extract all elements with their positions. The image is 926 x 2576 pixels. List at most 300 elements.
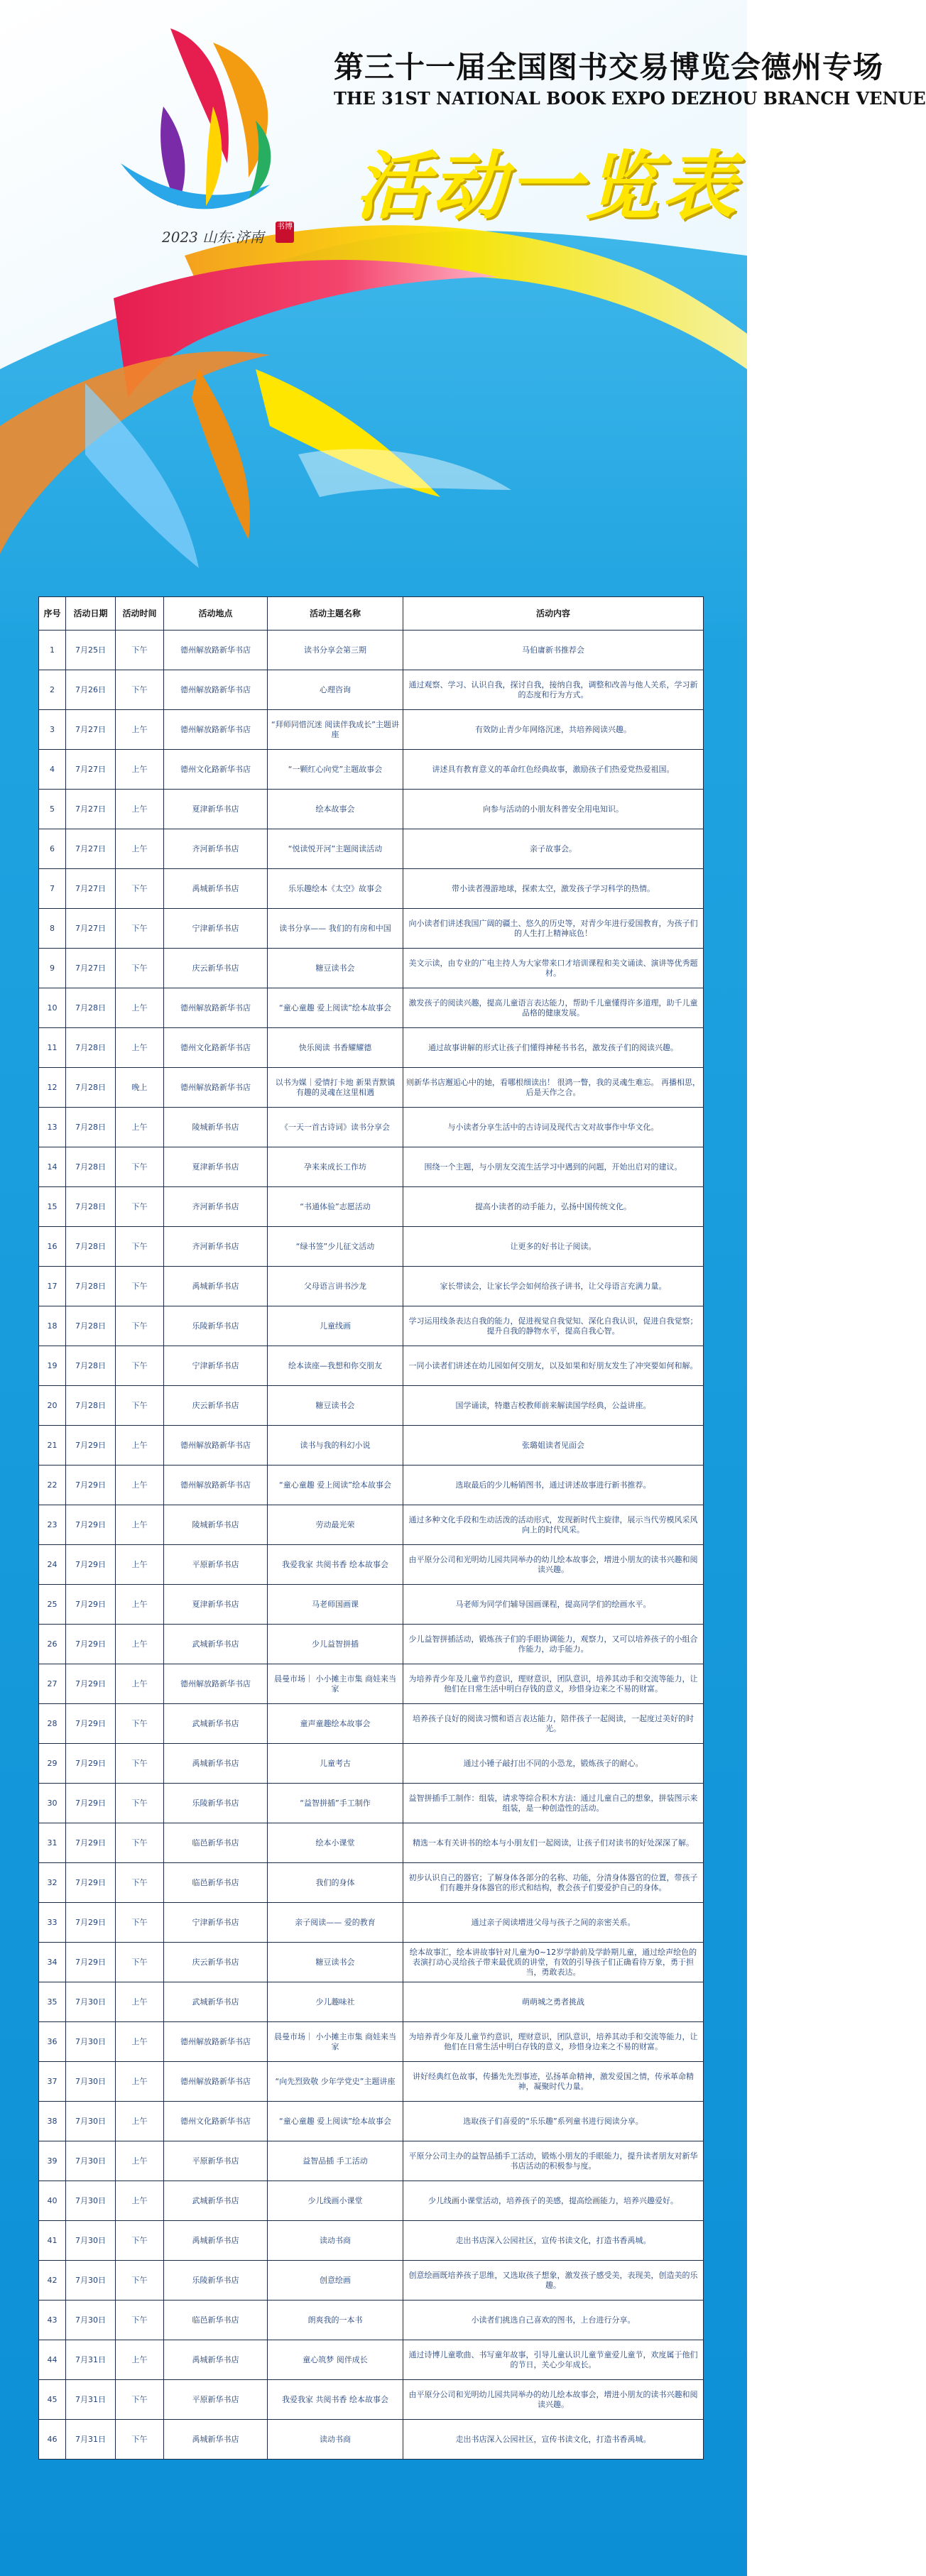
cell-activity-date: 7月27日 — [66, 710, 116, 750]
table-row — [39, 2062, 704, 2102]
cell-activity-theme: 朗爽我的一本书 — [268, 2301, 403, 2340]
cell-activity-content: 通过观察、学习、认识自我，探讨自我，接纳自我，调整和改善与他人关系，学习新的态度和行为方式。 — [403, 670, 704, 710]
cell-activity-theme: “一颗红心向党”主题故事会 — [268, 750, 403, 790]
table-row — [39, 1426, 704, 1466]
cell-activity-time: 上午 — [116, 2181, 164, 2221]
cell-activity-date: 7月29日 — [66, 1664, 116, 1704]
cell-activity-venue: 宁津新华书店 — [164, 1903, 268, 1943]
cell-activity-theme: “童心童趣 爱上阅读”绘本故事会 — [268, 2102, 403, 2141]
cell-activity-content: 美文示读，由专业的广电主持人为大家带来口才培训课程和美文诵读、演讲等优秀题材。 — [403, 949, 704, 988]
cell-activity-content: 为培养青少年及儿童节约意识，理财意识，团队意识，培养其动手和交流等能力，让他们在日常生活中明白存钱的意义，珍惜身边来之不易的财富。 — [403, 1664, 704, 1704]
table-row — [39, 2420, 704, 2460]
cell-activity-time: 上午 — [116, 1664, 164, 1704]
cell-row-number: 24 — [39, 1545, 66, 1585]
cell-activity-content: 国学诵读，特邀吉校教师前来解读国学经典，公益讲座。 — [403, 1386, 704, 1426]
cell-activity-date: 7月28日 — [66, 988, 116, 1028]
cell-activity-venue: 德州解放路新华书店 — [164, 2022, 268, 2062]
cell-activity-date: 7月28日 — [66, 1346, 116, 1386]
cell-activity-date: 7月30日 — [66, 2102, 116, 2141]
cell-activity-venue: 庆云新华书店 — [164, 1943, 268, 1982]
cell-activity-time: 晚上 — [116, 1068, 164, 1108]
cell-row-number: 11 — [39, 1028, 66, 1068]
cell-activity-theme: 马老师国画课 — [268, 1585, 403, 1625]
table-row — [39, 710, 704, 750]
cell-activity-time: 上午 — [116, 750, 164, 790]
table-row — [39, 1267, 704, 1306]
cell-activity-venue: 禹城新华书店 — [164, 869, 268, 909]
cell-activity-time: 下午 — [116, 2261, 164, 2301]
cell-activity-theme: 少儿趣味社 — [268, 1982, 403, 2022]
cell-activity-venue: 宁津新华书店 — [164, 1346, 268, 1386]
cell-activity-time: 上午 — [116, 1028, 164, 1068]
cell-activity-date: 7月30日 — [66, 2022, 116, 2062]
cell-activity-content: 学习运用线条表达自我的能力，促进视觉自我觉知、深化自我认识，促进自我觉察；提升自我的静物水平，提高自我心智。 — [403, 1306, 704, 1346]
cell-activity-venue: 武城新华书店 — [164, 1704, 268, 1744]
cell-activity-theme: “书通体验”志愿活动 — [268, 1187, 403, 1227]
cell-activity-time: 上午 — [116, 1625, 164, 1664]
cell-activity-theme: 劳动最光荣 — [268, 1505, 403, 1545]
column-header-activity-theme: 活动主题名称 — [268, 597, 403, 631]
table-row — [39, 1466, 704, 1505]
cell-row-number: 21 — [39, 1426, 66, 1466]
cell-activity-date: 7月27日 — [66, 829, 116, 869]
cell-activity-time: 上午 — [116, 1545, 164, 1585]
cell-activity-date: 7月29日 — [66, 1823, 116, 1863]
cell-row-number: 46 — [39, 2420, 66, 2460]
table-row — [39, 750, 704, 790]
cell-activity-time: 下午 — [116, 1704, 164, 1744]
activity-list-banner: 活动一览表 — [355, 143, 739, 229]
cell-activity-content: 张璐姐读者见面会 — [403, 1426, 704, 1466]
cell-activity-theme: “悦读悦开河”主题阅读活动 — [268, 829, 403, 869]
cell-activity-date: 7月30日 — [66, 2221, 116, 2261]
cell-activity-theme: 绘本读座—我想和你交朋友 — [268, 1346, 403, 1386]
cell-activity-time: 下午 — [116, 1903, 164, 1943]
cell-activity-venue: 禹城新华书店 — [164, 2221, 268, 2261]
cell-row-number: 43 — [39, 2301, 66, 2340]
cell-activity-theme: 糖豆读书会 — [268, 1943, 403, 1982]
table-row — [39, 2181, 704, 2221]
cell-activity-time: 上午 — [116, 1505, 164, 1545]
cell-activity-date: 7月27日 — [66, 790, 116, 829]
cell-row-number: 10 — [39, 988, 66, 1028]
cell-activity-content: 益智拼插手工制作：组装，请求等综合积木方法：通过儿童自己的想象，拼装图示来组装，是一种创造性的活动。 — [403, 1784, 704, 1823]
cell-activity-time: 下午 — [116, 631, 164, 670]
cell-activity-date: 7月31日 — [66, 2340, 116, 2380]
cell-activity-time: 上午 — [116, 2102, 164, 2141]
cell-activity-venue: 德州解放路新华书店 — [164, 1426, 268, 1466]
cell-activity-venue: 庆云新华书店 — [164, 1386, 268, 1426]
cell-row-number: 1 — [39, 631, 66, 670]
page-title-cn: 第三十一届全国图书交易博览会德州专场 — [334, 50, 884, 84]
cell-row-number: 40 — [39, 2181, 66, 2221]
cell-activity-content: 带小读者漫游地球，探索太空，激发孩子学习科学的热情。 — [403, 869, 704, 909]
table-row — [39, 869, 704, 909]
cell-row-number: 45 — [39, 2380, 66, 2420]
cell-activity-theme: “童心童趣 爱上阅读”绘本故事会 — [268, 988, 403, 1028]
cell-activity-venue: 临邑新华书店 — [164, 2301, 268, 2340]
cell-activity-content: 通过故事讲解的形式让孩子们懂得神秘书书名，激发孩子们的阅读兴趣。 — [403, 1028, 704, 1068]
cell-activity-time: 下午 — [116, 1943, 164, 1982]
cell-activity-theme: “向先烈致敬 少年学党史”主题讲座 — [268, 2062, 403, 2102]
cell-activity-date: 7月31日 — [66, 2420, 116, 2460]
cell-activity-theme: 心理咨询 — [268, 670, 403, 710]
cell-activity-theme: 读动书商 — [268, 2221, 403, 2261]
cell-activity-content: 培养孩子良好的阅读习惯和语言表达能力，陪伴孩子一起阅读，一起度过美好的时光。 — [403, 1704, 704, 1744]
cell-activity-theme: 晨曼市场｜ 小小摊主市集 商娃来当家 — [268, 2022, 403, 2062]
cell-activity-date: 7月29日 — [66, 1545, 116, 1585]
cell-activity-theme: 糖豆读书会 — [268, 1386, 403, 1426]
cell-activity-venue: 武城新华书店 — [164, 1625, 268, 1664]
cell-activity-time: 下午 — [116, 2380, 164, 2420]
cell-activity-date: 7月30日 — [66, 2141, 116, 2181]
cell-activity-time: 上午 — [116, 2062, 164, 2102]
table-row — [39, 1625, 704, 1664]
cell-activity-date: 7月30日 — [66, 2181, 116, 2221]
table-row — [39, 1386, 704, 1426]
table-row — [39, 909, 704, 949]
cell-activity-theme: 读书分享会第三期 — [268, 631, 403, 670]
cell-activity-time: 下午 — [116, 1386, 164, 1426]
cell-activity-theme: 父母语言讲书沙龙 — [268, 1267, 403, 1306]
table-row — [39, 1982, 704, 2022]
cell-activity-time: 上午 — [116, 988, 164, 1028]
cell-activity-theme: “绿书签”少儿征文活动 — [268, 1227, 403, 1267]
cell-activity-venue: 德州解放路新华书店 — [164, 1068, 268, 1108]
cell-activity-theme: 读书与我的科幻小说 — [268, 1426, 403, 1466]
cell-activity-date: 7月29日 — [66, 1903, 116, 1943]
cell-activity-venue: 乐陵新华书店 — [164, 2261, 268, 2301]
cell-row-number: 39 — [39, 2141, 66, 2181]
table-row — [39, 2102, 704, 2141]
cell-activity-venue: 禹城新华书店 — [164, 1267, 268, 1306]
cell-activity-content: 围绕一个主题，与小朋友交流生活学习中遇到的问题，开始出启对的建议。 — [403, 1147, 704, 1187]
cell-activity-content: 马老师为同学们辅导国画课程，提高同学们的绘画水平。 — [403, 1585, 704, 1625]
cell-activity-venue: 宁津新华书店 — [164, 909, 268, 949]
cell-row-number: 7 — [39, 869, 66, 909]
cell-row-number: 9 — [39, 949, 66, 988]
table-row — [39, 829, 704, 869]
table-row — [39, 1505, 704, 1545]
cell-activity-date: 7月28日 — [66, 1187, 116, 1227]
cell-activity-theme: 读动书商 — [268, 2420, 403, 2460]
table-row — [39, 1187, 704, 1227]
cell-activity-time: 上午 — [116, 1982, 164, 2022]
cell-activity-content: 少儿线画小课堂活动，培养孩子的美感，提高绘画能力，培养兴趣爱好。 — [403, 2181, 704, 2221]
logo-caption: 2023 山东·济南 — [162, 229, 264, 246]
table-row — [39, 2301, 704, 2340]
cell-activity-venue: 平原新华书店 — [164, 2380, 268, 2420]
cell-row-number: 15 — [39, 1187, 66, 1227]
cell-activity-time: 下午 — [116, 1306, 164, 1346]
cell-activity-theme: “益智拼插”手工制作 — [268, 1784, 403, 1823]
cell-activity-date: 7月27日 — [66, 909, 116, 949]
cell-activity-date: 7月28日 — [66, 1227, 116, 1267]
cell-activity-venue: 陵城新华书店 — [164, 1505, 268, 1545]
cell-activity-content: 选取孩子们喜爱的“乐乐趣”系列童书进行阅读分享。 — [403, 2102, 704, 2141]
cell-activity-theme: 少儿益智拼插 — [268, 1625, 403, 1664]
cell-activity-venue: 庆云新华书店 — [164, 949, 268, 988]
cell-activity-date: 7月29日 — [66, 1863, 116, 1903]
cell-activity-content: 让更多的好书让子阅读。 — [403, 1227, 704, 1267]
cell-activity-content: 创意绘画既培养孩子思维，又选取孩子想象，激发孩子感受美，表现美，创造美的乐趣。 — [403, 2261, 704, 2301]
cell-activity-time: 下午 — [116, 2301, 164, 2340]
cell-row-number: 4 — [39, 750, 66, 790]
cell-activity-content: 小读者们挑选自己喜欢的图书，上台进行分享。 — [403, 2301, 704, 2340]
cell-row-number: 31 — [39, 1823, 66, 1863]
table-row — [39, 1664, 704, 1704]
cell-activity-venue: 平原新华书店 — [164, 1545, 268, 1585]
table-row — [39, 2340, 704, 2380]
cell-activity-date: 7月29日 — [66, 1784, 116, 1823]
table-row — [39, 670, 704, 710]
cell-activity-time: 下午 — [116, 2420, 164, 2460]
cell-activity-date: 7月29日 — [66, 1505, 116, 1545]
cell-activity-content: 走出书店深入公园社区，宣传书读文化，打造书香禹城。 — [403, 2420, 704, 2460]
cell-activity-venue: 乐陵新华书店 — [164, 1784, 268, 1823]
cell-activity-date: 7月28日 — [66, 1386, 116, 1426]
cell-activity-content: 由平原分公司和光明幼儿园共同举办的幼儿绘本故事会，增进小朋友的读书兴趣和阅读兴趣。 — [403, 1545, 704, 1585]
cell-row-number: 30 — [39, 1784, 66, 1823]
cell-activity-venue: 武城新华书店 — [164, 1982, 268, 2022]
cell-row-number: 32 — [39, 1863, 66, 1903]
cell-activity-time: 下午 — [116, 1346, 164, 1386]
cell-activity-date: 7月29日 — [66, 1585, 116, 1625]
cell-row-number: 44 — [39, 2340, 66, 2380]
cell-activity-time: 下午 — [116, 1784, 164, 1823]
table-row — [39, 2380, 704, 2420]
cell-activity-content: 精选一本有关讲书的绘本与小朋友们一起阅读，让孩子们对读书的好处深深了解。 — [403, 1823, 704, 1863]
cell-row-number: 36 — [39, 2022, 66, 2062]
page-title-en: THE 31ST NATIONAL BOOK EXPO DEZHOU BRANCH VENUE — [334, 88, 926, 109]
cell-activity-content: 讲好经典红色故事，传播先先烈事迹，弘扬革命精神，激发爱国之情，传承革命精神，凝聚时代力量。 — [403, 2062, 704, 2102]
cell-row-number: 37 — [39, 2062, 66, 2102]
cell-activity-venue: 德州解放路新华书店 — [164, 710, 268, 750]
cell-activity-date: 7月30日 — [66, 2301, 116, 2340]
cell-activity-time: 下午 — [116, 1744, 164, 1784]
table-row — [39, 2022, 704, 2062]
cell-row-number: 26 — [39, 1625, 66, 1664]
cell-activity-theme: 创意绘画 — [268, 2261, 403, 2301]
cell-activity-venue: 德州文化路新华书店 — [164, 2102, 268, 2141]
cell-activity-venue: 德州解放路新华书店 — [164, 631, 268, 670]
table-row — [39, 1823, 704, 1863]
cell-row-number: 33 — [39, 1903, 66, 1943]
cell-activity-time: 下午 — [116, 2221, 164, 2261]
cell-activity-time: 下午 — [116, 869, 164, 909]
cell-activity-venue: 德州文化路新华书店 — [164, 750, 268, 790]
cell-activity-venue: 夏津新华书店 — [164, 1147, 268, 1187]
column-header-row-number: 序号 — [39, 597, 66, 631]
cell-activity-theme: 我们的身体 — [268, 1863, 403, 1903]
cell-activity-time: 上午 — [116, 1108, 164, 1147]
cell-activity-date: 7月29日 — [66, 1704, 116, 1744]
cell-activity-theme: 童心筑梦 阅伴成长 — [268, 2340, 403, 2380]
cell-activity-date: 7月27日 — [66, 869, 116, 909]
table-row — [39, 1863, 704, 1903]
cell-row-number: 22 — [39, 1466, 66, 1505]
cell-row-number: 29 — [39, 1744, 66, 1784]
table-row — [39, 1943, 704, 1982]
column-header-activity-venue: 活动地点 — [164, 597, 268, 631]
cell-activity-venue: 德州解放路新华书店 — [164, 988, 268, 1028]
cell-activity-venue: 德州文化路新华书店 — [164, 1028, 268, 1068]
cell-activity-content: 为培养青少年及儿童节约意识，理财意识，团队意识，培养其动手和交流等能力，让他们在日常生活中明白存钱的意义，珍惜身边来之不易的财富。 — [403, 2022, 704, 2062]
table-body — [39, 631, 704, 2460]
table-row — [39, 1744, 704, 1784]
cell-activity-venue: 禹城新华书店 — [164, 1744, 268, 1784]
cell-row-number: 2 — [39, 670, 66, 710]
table-row — [39, 790, 704, 829]
table-row — [39, 1028, 704, 1068]
table-row — [39, 2141, 704, 2181]
cell-activity-theme: 晨曼市场｜ 小小摊主市集 商娃来当家 — [268, 1664, 403, 1704]
cell-row-number: 8 — [39, 909, 66, 949]
cell-activity-venue: 夏津新华书店 — [164, 1585, 268, 1625]
cell-activity-date: 7月25日 — [66, 631, 116, 670]
cell-activity-date: 7月28日 — [66, 1108, 116, 1147]
cell-row-number: 13 — [39, 1108, 66, 1147]
cell-row-number: 27 — [39, 1664, 66, 1704]
table-row — [39, 1585, 704, 1625]
cell-activity-content: 萌萌城之勇者挑战 — [403, 1982, 704, 2022]
cell-activity-time: 上午 — [116, 1585, 164, 1625]
cell-activity-content: 一同小读者们讲述在幼儿园如何交朋友，以及如果和好朋友发生了冲突要如何和解。 — [403, 1346, 704, 1386]
cell-activity-theme: 儿童考古 — [268, 1744, 403, 1784]
cell-activity-time: 下午 — [116, 670, 164, 710]
cell-activity-venue: 平原新华书店 — [164, 2141, 268, 2181]
table-row — [39, 631, 704, 670]
cell-activity-date: 7月26日 — [66, 670, 116, 710]
cell-activity-theme: 快乐阅读 书香耀耀德 — [268, 1028, 403, 1068]
cell-activity-theme: 益智品插 手工活动 — [268, 2141, 403, 2181]
cell-activity-time: 上午 — [116, 2141, 164, 2181]
cell-activity-content: 初步认识自己的器官；了解身体各部分的名称、功能，分清身体器官的位置，带孩子们有趣并身体器官的形式和结构，教会孩子们要爱护自己的身体。 — [403, 1863, 704, 1903]
cell-row-number: 19 — [39, 1346, 66, 1386]
cell-activity-venue: 夏津新华书店 — [164, 790, 268, 829]
cell-activity-content: 向参与活动的小朋友科普安全用电知识。 — [403, 790, 704, 829]
cell-activity-time: 上午 — [116, 1426, 164, 1466]
cell-activity-date: 7月27日 — [66, 750, 116, 790]
cell-activity-date: 7月30日 — [66, 2062, 116, 2102]
cell-row-number: 12 — [39, 1068, 66, 1108]
table-row — [39, 2221, 704, 2261]
cell-activity-theme: 绘本故事会 — [268, 790, 403, 829]
table-row — [39, 1227, 704, 1267]
cell-activity-content: 有效防止青少年网络沉迷，共培养阅读兴趣。 — [403, 710, 704, 750]
cell-activity-time: 下午 — [116, 909, 164, 949]
cell-activity-content: 提高小读者的动手能力，弘扬中国传统文化。 — [403, 1187, 704, 1227]
cell-activity-content: 与小读者分享生活中的古诗词及现代古文对故事作中华文化。 — [403, 1108, 704, 1147]
cell-activity-content: 通过小锤子敲打出不同的小恐龙，锻炼孩子的耐心。 — [403, 1744, 704, 1784]
cell-activity-venue: 齐河新华书店 — [164, 1187, 268, 1227]
cell-activity-date: 7月29日 — [66, 1943, 116, 1982]
cell-activity-date: 7月30日 — [66, 2261, 116, 2301]
cell-activity-theme: 童声童趣绘本故事会 — [268, 1704, 403, 1744]
cell-activity-venue: 德州解放路新华书店 — [164, 1466, 268, 1505]
cell-activity-theme: 糖豆读书会 — [268, 949, 403, 988]
cell-activity-date: 7月29日 — [66, 1625, 116, 1664]
table-row — [39, 988, 704, 1028]
cell-row-number: 5 — [39, 790, 66, 829]
cell-activity-date: 7月28日 — [66, 1267, 116, 1306]
cell-activity-theme: 儿童线画 — [268, 1306, 403, 1346]
table-row — [39, 949, 704, 988]
column-header-activity-time: 活动时间 — [116, 597, 164, 631]
cell-row-number: 18 — [39, 1306, 66, 1346]
cell-row-number: 23 — [39, 1505, 66, 1545]
cell-activity-content: 少儿益智拼插活动，锻炼孩子们的手眼协调能力，观察力，又可以培养孩子的小组合作能力，动手能力。 — [403, 1625, 704, 1664]
cell-activity-theme: 亲子阅读—— 爱的教育 — [268, 1903, 403, 1943]
cell-activity-venue: 齐河新华书店 — [164, 829, 268, 869]
cell-row-number: 6 — [39, 829, 66, 869]
cell-activity-content: 通过亲子阅读增进父母与孩子之间的亲密关系。 — [403, 1903, 704, 1943]
cell-activity-date: 7月29日 — [66, 1426, 116, 1466]
cell-activity-time: 上午 — [116, 829, 164, 869]
table-row — [39, 1306, 704, 1346]
cell-activity-venue: 德州解放路新华书店 — [164, 1664, 268, 1704]
cell-activity-theme: “童心童趣 爱上阅读”绘本故事会 — [268, 1466, 403, 1505]
cell-row-number: 34 — [39, 1943, 66, 1982]
cell-activity-date: 7月28日 — [66, 1028, 116, 1068]
cell-activity-time: 下午 — [116, 1267, 164, 1306]
cell-activity-theme: 读书分享—— 我们的有房和中国 — [268, 909, 403, 949]
cell-row-number: 38 — [39, 2102, 66, 2141]
cell-activity-content: 选取最后的少儿畅销图书，通过讲述故事进行新书推荐。 — [403, 1466, 704, 1505]
cell-activity-theme: 我爱我家 共阅书香 绘本故事会 — [268, 2380, 403, 2420]
cell-activity-theme: 我爱我家 共阅书香 绘本故事会 — [268, 1545, 403, 1585]
table-row — [39, 1545, 704, 1585]
cell-row-number: 25 — [39, 1585, 66, 1625]
cell-activity-date: 7月29日 — [66, 1466, 116, 1505]
cell-activity-content: 讲述具有教育意义的革命红色经典故事，激励孩子们热爱党热爱祖国。 — [403, 750, 704, 790]
table-row — [39, 2261, 704, 2301]
cell-row-number: 14 — [39, 1147, 66, 1187]
cell-activity-theme: “拜师同惜沉迷 阅读伴我成长”主题讲座 — [268, 710, 403, 750]
cell-activity-time: 上午 — [116, 2340, 164, 2380]
cell-activity-time: 下午 — [116, 1187, 164, 1227]
cell-activity-date: 7月30日 — [66, 1982, 116, 2022]
column-header-activity-date: 活动日期 — [66, 597, 116, 631]
cell-activity-content: 绘本故事汇，绘本讲故事针对儿童为0~12岁学龄前及学龄期儿童，通过绘声绘色的表演打动心灵给孩子带来最优质的讲堂，有效的引导孩子们正确看待万象，勇于担当，勇敢表达。 — [403, 1943, 704, 1982]
cell-activity-content: 由平原分公司和光明幼儿园共同举办的幼儿绘本故事会，增进小朋友的读书兴趣和阅读兴趣。 — [403, 2380, 704, 2420]
cell-activity-theme: 少儿线画小课堂 — [268, 2181, 403, 2221]
cell-activity-time: 下午 — [116, 949, 164, 988]
cell-activity-content: 平原分公司主办的益智品插手工活动，锻炼小朋友的手眼能力，提升读者朋友对新华书店活动的积极参与度。 — [403, 2141, 704, 2181]
cell-activity-venue: 乐陵新华书店 — [164, 1306, 268, 1346]
table-row — [39, 1903, 704, 1943]
cell-activity-theme: 绘本小课堂 — [268, 1823, 403, 1863]
cell-activity-time: 下午 — [116, 1823, 164, 1863]
table-row — [39, 1147, 704, 1187]
cell-activity-date: 7月27日 — [66, 949, 116, 988]
cell-activity-content: 向小读者们讲述我国广阔的疆土、悠久的历史等，对青少年进行爱国教育，为孩子们的人生打上精神底色！ — [403, 909, 704, 949]
cell-activity-content: 激发孩子的阅读兴趣，提高儿童语言表达能力，帮助千儿童懂得许多道理，助千儿童品格的健康发展。 — [403, 988, 704, 1028]
cell-activity-content: 走出书店深入公园社区，宣传书读文化，打造书香禹城。 — [403, 2221, 704, 2261]
cell-row-number: 3 — [39, 710, 66, 750]
cell-activity-content: 家长带读会，让家长学会如何给孩子讲书，让父母语言充满力量。 — [403, 1267, 704, 1306]
cell-activity-date: 7月28日 — [66, 1068, 116, 1108]
cell-activity-content: 亲子故事会。 — [403, 829, 704, 869]
column-header-activity-content: 活动内容 — [403, 597, 704, 631]
cell-row-number: 35 — [39, 1982, 66, 2022]
cell-activity-time: 上午 — [116, 1466, 164, 1505]
cell-activity-date: 7月31日 — [66, 2380, 116, 2420]
cell-activity-content: 则新华书店邂逅心中的她，看哪根细读出！ 很鸿一瞥，我的灵魂生难忘。 再播相思，后是天作之合。 — [403, 1068, 704, 1108]
cell-row-number: 42 — [39, 2261, 66, 2301]
cell-activity-date: 7月28日 — [66, 1147, 116, 1187]
cell-activity-time: 上午 — [116, 710, 164, 750]
